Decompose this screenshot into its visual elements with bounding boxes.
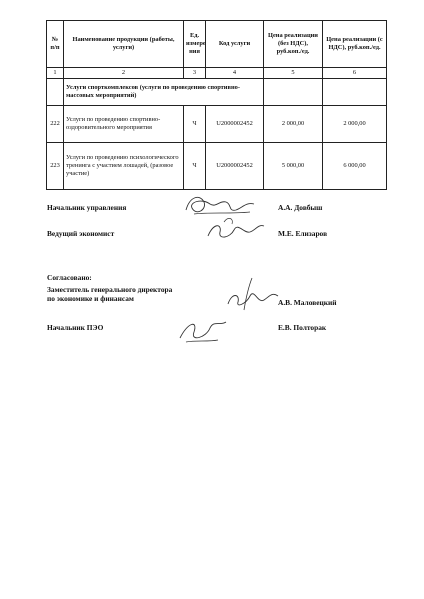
header-no: № п/п: [47, 21, 64, 68]
column-number: 4: [206, 68, 264, 79]
price-table: [46, 20, 387, 190]
row-code: U2000002452: [206, 143, 264, 190]
peo-name: Е.В. Полторак: [278, 323, 327, 332]
section-empty-cell: [264, 79, 323, 106]
deputy-name: А.В. Маловецкий: [278, 298, 337, 307]
economist-name: М.Е. Елизаров: [278, 229, 328, 238]
column-number: 3: [184, 68, 206, 79]
row-name: Услуги по проведению психологического тренинга с участием лошадей, (разовое участие): [64, 143, 184, 190]
column-number: 6: [323, 68, 387, 79]
row-name: Услуги по проведению спортивно-оздоровительного мероприятия: [64, 106, 184, 143]
peo-title: Начальник ПЭО: [47, 323, 104, 332]
row-price-net: 2 000,00: [264, 106, 323, 143]
column-number: 2: [64, 68, 184, 79]
head-title: Начальник управления: [47, 203, 127, 212]
section-empty-cell: [47, 79, 64, 106]
row-unit: Ч: [184, 106, 206, 143]
row-no: 223: [47, 143, 64, 190]
header-price-vat: Цена реализации (с НДС), руб.коп./ед.: [323, 21, 387, 68]
agreed-label: Согласовано:: [47, 273, 92, 282]
column-number: 5: [264, 68, 323, 79]
economist-title: Ведущий экономист: [47, 229, 115, 238]
row-price-vat: 6 000,00: [323, 143, 387, 190]
economist-signature: [200, 214, 270, 244]
row-no: 222: [47, 106, 64, 143]
row-price-vat: 2 000,00: [323, 106, 387, 143]
column-number-row: [47, 68, 387, 79]
column-number: 1: [47, 68, 64, 79]
deputy-signature: [222, 274, 282, 314]
header-name: Наименование продукции (работы, услуги): [64, 21, 184, 68]
table-row: [47, 143, 387, 190]
row-unit: Ч: [184, 143, 206, 190]
header-price-net: Цена реализации (без НДС), руб.коп./ед.: [264, 21, 323, 68]
header-code: Код услуги: [206, 21, 264, 68]
deputy-title: Заместитель генерального директора по экономике и финансам: [47, 285, 173, 303]
table-header-row: [47, 21, 387, 68]
peo-signature: [172, 312, 232, 346]
row-code: U2000002452: [206, 106, 264, 143]
section-empty-cell: [323, 79, 387, 106]
section-title: Услуги спорткомплексов (услуги по проведению спортивно-массовых мероприятий): [64, 79, 264, 106]
table-row: [47, 106, 387, 143]
section-row: [47, 79, 387, 106]
row-price-net: 5 000,00: [264, 143, 323, 190]
head-name: А.А. Довбыш: [278, 203, 323, 212]
header-unit: Ед. измере ния: [184, 21, 206, 68]
